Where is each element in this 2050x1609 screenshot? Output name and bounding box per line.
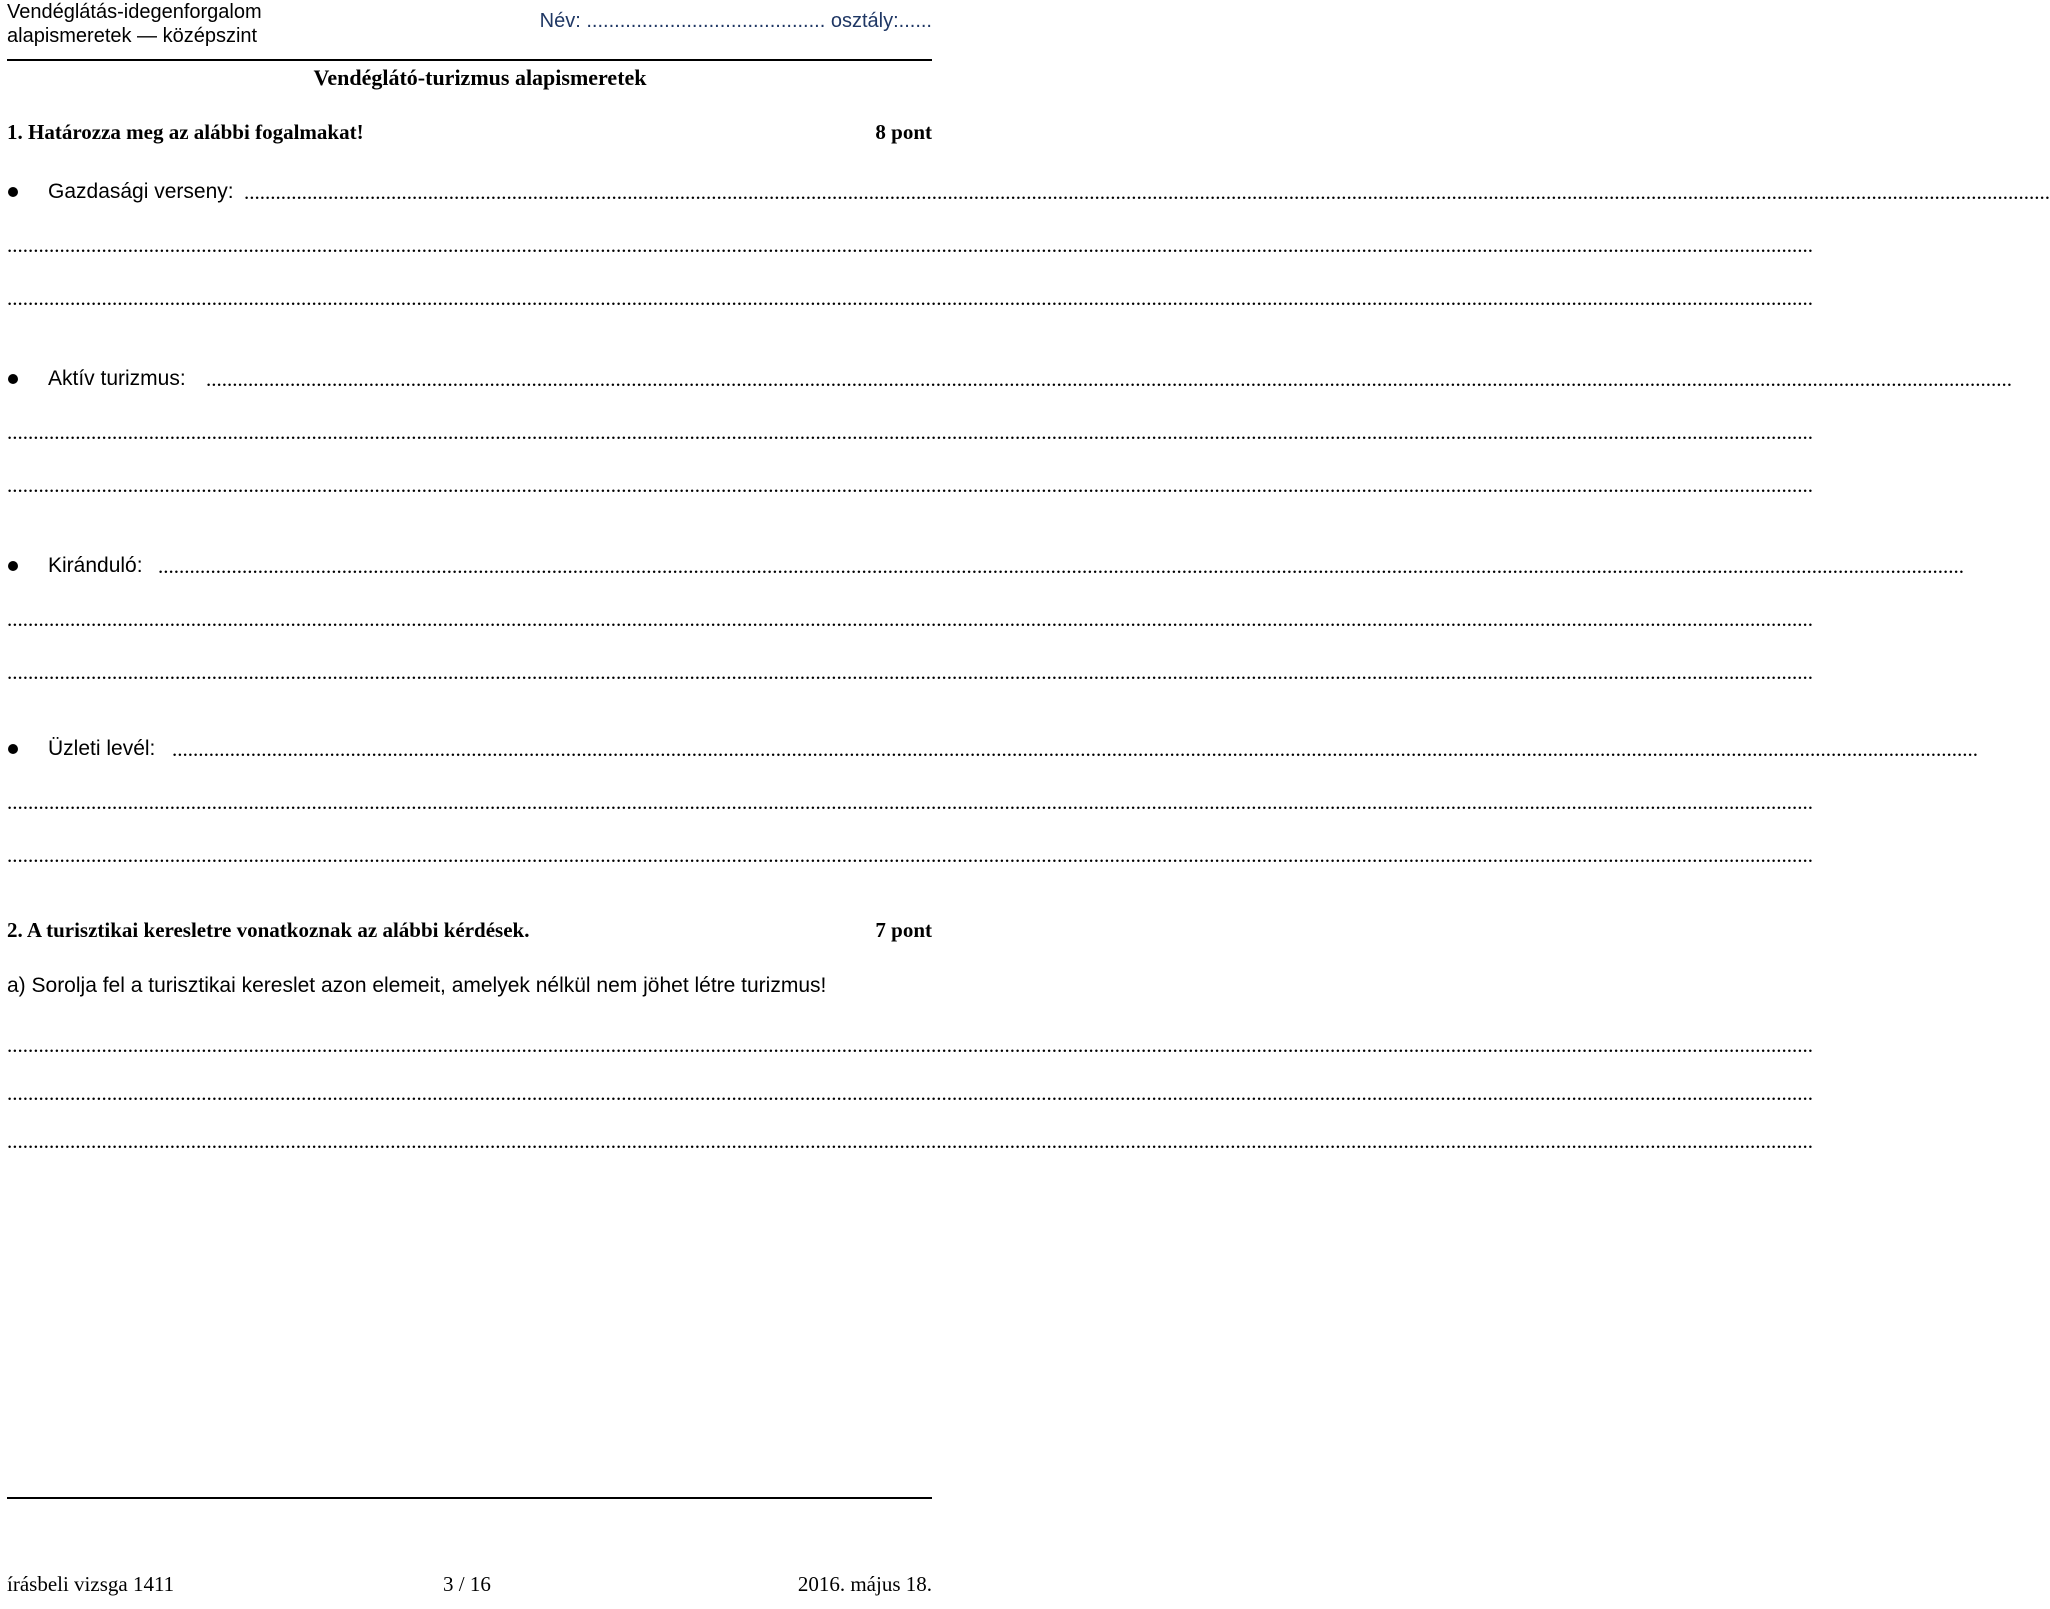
answer-line[interactable]: ........................................................................................................................................................................................................................................................................................................................................................	[206, 367, 2012, 391]
footer-date: 2016. május 18.	[797, 1572, 932, 1596]
answer-line[interactable]: ........................................................................................................................................................................................................................................................................................................................................................	[158, 554, 1964, 578]
bullet-icon	[8, 187, 18, 197]
question-1-title: 1. Határozza meg az alábbi fogalmakat!	[7, 120, 364, 144]
question-1-points: 8 pont	[875, 120, 932, 144]
page-title: Vendéglátó-turizmus alapismeretek	[313, 65, 647, 90]
footer-exam-code: írásbeli vizsga 1411	[7, 1572, 175, 1596]
answer-line[interactable]: ........................................................................................................................................................................................................................................................................................................................................................	[7, 790, 1813, 814]
question-2-title: 2. A turisztikai keresletre vonatkoznak az alábbi kérdések.	[7, 918, 530, 942]
subject-line-2: alapismeretek — középszint	[7, 25, 258, 47]
bullet-icon	[8, 561, 18, 571]
item-label-uzleti-level: Üzleti levél:	[48, 737, 156, 760]
answer-line[interactable]: ........................................................................................................................................................................................................................................................................................................................................................	[172, 737, 1978, 761]
header-divider	[7, 59, 932, 61]
answer-line[interactable]: ........................................................................................................................................................................................................................................................................................................................................................	[7, 473, 1813, 497]
question-2-points: 7 pont	[875, 918, 932, 942]
question-2a-text: a) Sorolja fel a turisztikai kereslet azon elemeit, amelyek nélkül nem jöhet létre turizmus!	[7, 974, 827, 997]
item-label-kirandulo: Kiránduló:	[48, 554, 143, 577]
answer-line[interactable]: ........................................................................................................................................................................................................................................................................................................................................................	[7, 1081, 1813, 1105]
answer-line[interactable]: ........................................................................................................................................................................................................................................................................................................................................................	[7, 1033, 1813, 1057]
name-class-field: Név: ........................................... osztály:......	[539, 10, 932, 32]
answer-line[interactable]: ........................................................................................................................................................................................................................................................................................................................................................	[7, 1129, 1813, 1153]
footer-page-number: 3 / 16	[443, 1572, 491, 1596]
answer-line[interactable]: ........................................................................................................................................................................................................................................................................................................................................................	[7, 660, 1813, 684]
footer-divider	[7, 1497, 932, 1499]
answer-line[interactable]: ........................................................................................................................................................................................................................................................................................................................................................	[7, 286, 1813, 310]
subject-line-1: Vendéglátás-idegenforgalom	[7, 1, 262, 23]
item-label-gazdasagi-verseny: Gazdasági verseny:	[48, 180, 234, 203]
bullet-icon	[8, 744, 18, 754]
answer-line[interactable]: ........................................................................................................................................................................................................................................................................................................................................................	[7, 233, 1813, 257]
item-label-aktiv-turizmus: Aktív turizmus:	[48, 367, 186, 390]
bullet-icon	[8, 374, 18, 384]
answer-line[interactable]: ........................................................................................................................................................................................................................................................................................................................................................	[7, 607, 1813, 631]
answer-line[interactable]: ........................................................................................................................................................................................................................................................................................................................................................	[244, 180, 2050, 204]
answer-line[interactable]: ........................................................................................................................................................................................................................................................................................................................................................	[7, 843, 1813, 867]
answer-line[interactable]: ........................................................................................................................................................................................................................................................................................................................................................	[7, 420, 1813, 444]
